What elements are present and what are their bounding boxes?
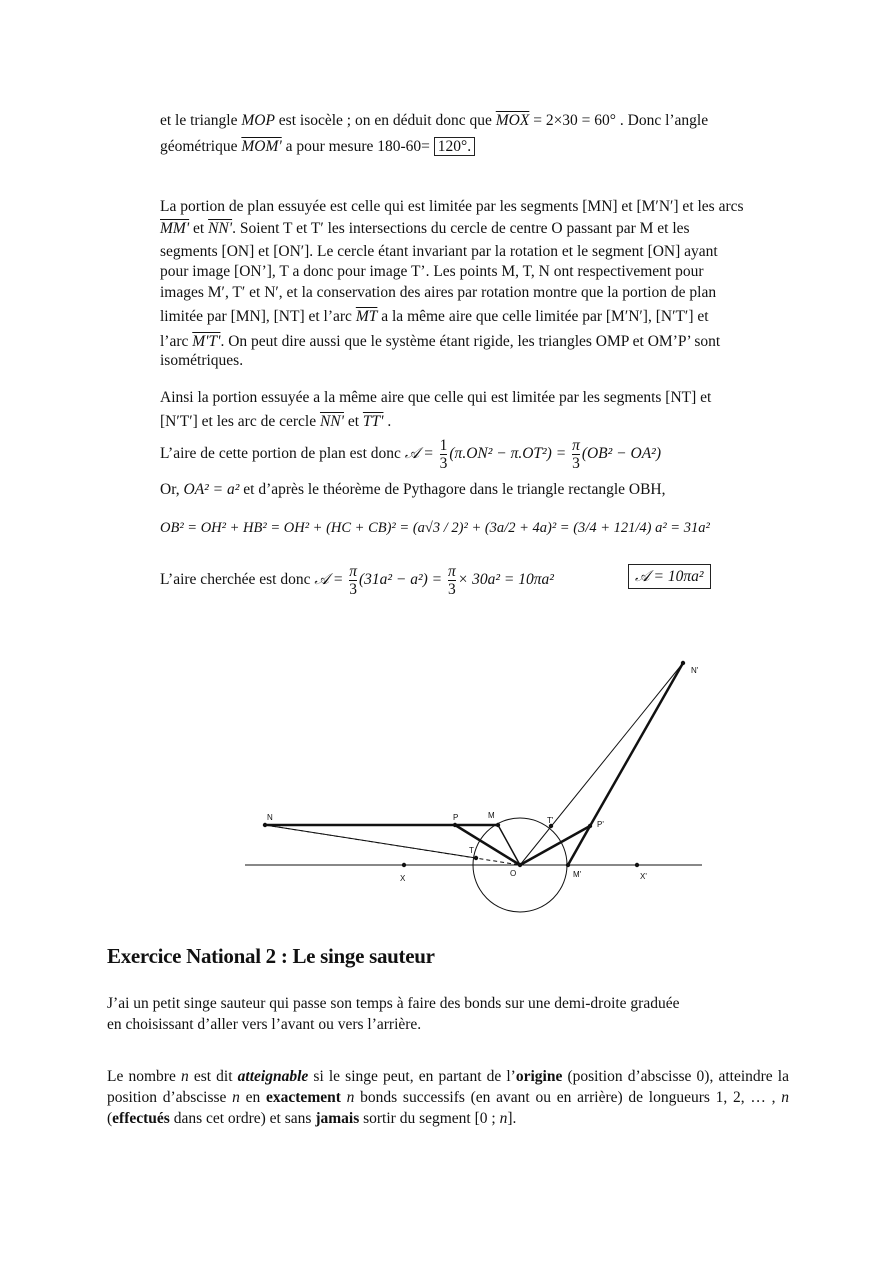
text: géométrique	[160, 138, 242, 155]
para3-line2	[160, 412, 790, 432]
para5	[107, 1066, 789, 1129]
text: en	[239, 1089, 267, 1106]
point-M-prime	[566, 863, 570, 867]
arc-MT: $\overline{MT}$	[355, 308, 378, 325]
label-M-prime: M'	[573, 870, 582, 879]
point-O	[518, 863, 522, 867]
denominator: 3	[572, 454, 580, 472]
label-X: X	[400, 874, 406, 883]
para3-line4	[160, 480, 790, 500]
arc-NN: NN'	[208, 220, 233, 237]
point-P	[453, 823, 457, 827]
label-N-prime: N'	[691, 666, 699, 675]
point-X	[402, 863, 406, 867]
text: L’aire cherchée est donc	[160, 571, 315, 588]
numerator: π	[448, 562, 456, 580]
para3-line5	[160, 518, 790, 538]
fraction-one-third	[440, 437, 448, 472]
math-expr: (π.ON² − π.OT²) =	[449, 445, 571, 462]
para3-line3	[160, 436, 790, 472]
text: limitée par [MN], [NT] et l’arc	[160, 308, 356, 325]
text: (	[107, 1110, 113, 1127]
text: et	[343, 413, 363, 430]
fraction-pi-third	[572, 437, 580, 472]
math-n: n	[232, 1089, 240, 1106]
text: . On peut dire aussi que le système étant rigide, les triangles OMP et OM’P’ sont	[220, 333, 721, 350]
point-N	[263, 823, 267, 827]
segment-P-prime-N-prime	[590, 663, 683, 826]
math-OB-result: (a√3 / 2)² + (3a/2 + 4a)² = (3/4 + 121/4) a² = 31a²	[412, 520, 710, 536]
para1-line1	[160, 111, 790, 131]
math-angle-MOM: MOM'	[241, 138, 282, 155]
label-P: P	[453, 813, 459, 822]
term-exactement: exactement	[266, 1089, 341, 1106]
fraction-pi-third	[349, 563, 357, 598]
text: est dit	[188, 1068, 238, 1085]
label-M: M	[488, 811, 495, 820]
text: dans cet ordre) et sans	[169, 1110, 316, 1127]
para2-line8: isométriques.	[160, 352, 244, 369]
text: Le nombre	[107, 1068, 181, 1085]
point-M	[496, 823, 500, 827]
boxed-final-answer	[628, 567, 711, 587]
text: a pour mesure 180-60=	[281, 138, 434, 155]
text: et d’après le théorème de Pythagore dans le triangle rectangle OBH,	[239, 481, 666, 498]
denominator: 3	[349, 580, 357, 598]
math-n: n	[499, 1110, 508, 1127]
arc-NN: NN'	[319, 413, 344, 430]
text: l’arc	[160, 333, 193, 350]
para3-line1: Ainsi la portion essuyée a la même aire que celle qui est limitée par les segments [NT] et	[160, 389, 712, 406]
math-n: n	[180, 1068, 189, 1085]
label-T: T	[469, 846, 474, 855]
text: ].	[507, 1110, 517, 1127]
label-X-prime: X'	[640, 872, 647, 881]
point-T	[474, 856, 478, 860]
text: si le singe peut, en partant de l’	[308, 1068, 516, 1085]
numerator: π	[572, 436, 580, 454]
text: et le triangle	[160, 112, 242, 129]
fraction-pi-third	[448, 563, 456, 598]
boxed-answer: 120°.	[434, 137, 475, 156]
text: et	[189, 220, 209, 237]
para2-line2	[160, 219, 790, 239]
term-origine: origine	[515, 1068, 563, 1085]
numerator: 1	[439, 436, 448, 454]
label-O: O	[510, 869, 517, 878]
para4-line1: J’ai un petit singe sauteur qui passe son temps à faire des bonds sur une demi-droite graduée	[107, 995, 680, 1012]
para2-line5: images M′, T′ et N′, et la conservation des aires par rotation montre que la portion de plan	[160, 284, 717, 301]
para2-line6	[160, 307, 790, 327]
arc-MM: MM'	[160, 220, 190, 237]
math-area: 𝒜 =	[314, 571, 348, 588]
math-expr: (OB² − OA²)	[581, 445, 661, 462]
arc-MT-prime: M'T'	[192, 333, 221, 350]
section-title: Exercice National 2 : Le singe sauteur	[107, 944, 435, 968]
para2-line3: segments [ON] et [ON′]. Le cercle étant invariant par la rotation et le segment [ON] ayant	[160, 243, 718, 260]
text: bonds successifs (en avant ou en arrière) de longueurs 1, 2, … ,	[354, 1089, 782, 1106]
text: (position d’abscisse 0), atteindre la position d’abscisse	[107, 1068, 789, 1106]
point-N-prime	[681, 661, 685, 665]
text: Or,	[160, 481, 184, 498]
denominator: 3	[448, 580, 456, 598]
label-N: N	[267, 813, 273, 822]
text: = 2×30 = 60° . Donc l’angle	[529, 112, 709, 129]
point-P-prime	[588, 824, 592, 828]
denominator: 3	[439, 454, 448, 472]
text: a la même aire que celle limitée par [M′N′], [N′T′] et	[377, 308, 709, 325]
segment-NT	[265, 825, 476, 858]
math-expr: × 30a² = 10πa²	[457, 571, 554, 588]
numerator: π	[349, 562, 357, 580]
label-P-prime: P'	[597, 820, 604, 829]
math-OB: OB² = OH² + HB² = OH² + (HC + CB)² =	[160, 520, 413, 536]
math-n: n	[781, 1089, 790, 1106]
text: [N′T′] et les arc de cercle	[160, 413, 320, 430]
math-MOP: MOP	[241, 112, 275, 129]
text: .	[383, 413, 392, 430]
math-expr: (31a² − a²) =	[358, 571, 447, 588]
point-X-prime	[635, 863, 639, 867]
boxed-area: 𝒜 = 10πa²	[628, 564, 711, 589]
math-area: 𝒜 =	[404, 445, 438, 462]
para2-line7	[160, 332, 790, 352]
para2-line4: pour image [ON’], T a donc pour image T’. Les points M, T, N ont respectivement pour	[160, 263, 704, 280]
math-n: n	[346, 1089, 355, 1106]
label-T-prime: T'	[547, 816, 554, 825]
arc-TT: TT'	[362, 413, 384, 430]
para1-line2	[160, 137, 790, 157]
geometry-figure	[0, 640, 892, 930]
text: sortir du segment [0 ;	[359, 1110, 500, 1127]
math-OA: OA² = a²	[183, 481, 240, 498]
text: est isocèle ; on en déduit donc que	[274, 112, 496, 129]
para2-line1: La portion de plan essuyée est celle qui est limitée par les segments [MN] et [M′N′] et les arcs	[160, 198, 744, 215]
segment-ON-prime	[520, 663, 683, 865]
text: L’aire de cette portion de plan est donc	[160, 445, 405, 462]
term-effectues: effectués	[112, 1110, 170, 1127]
text: . Soient T et T′ les intersections du cercle de centre O passant par M et les	[232, 220, 690, 237]
term-jamais: jamais	[315, 1110, 360, 1127]
math-angle-MOX: $\overline{MOX}$	[495, 112, 530, 129]
para4-line2: en choisissant d’aller vers l’avant ou vers l’arrière.	[107, 1016, 422, 1033]
term-atteignable: atteignable	[237, 1068, 309, 1085]
